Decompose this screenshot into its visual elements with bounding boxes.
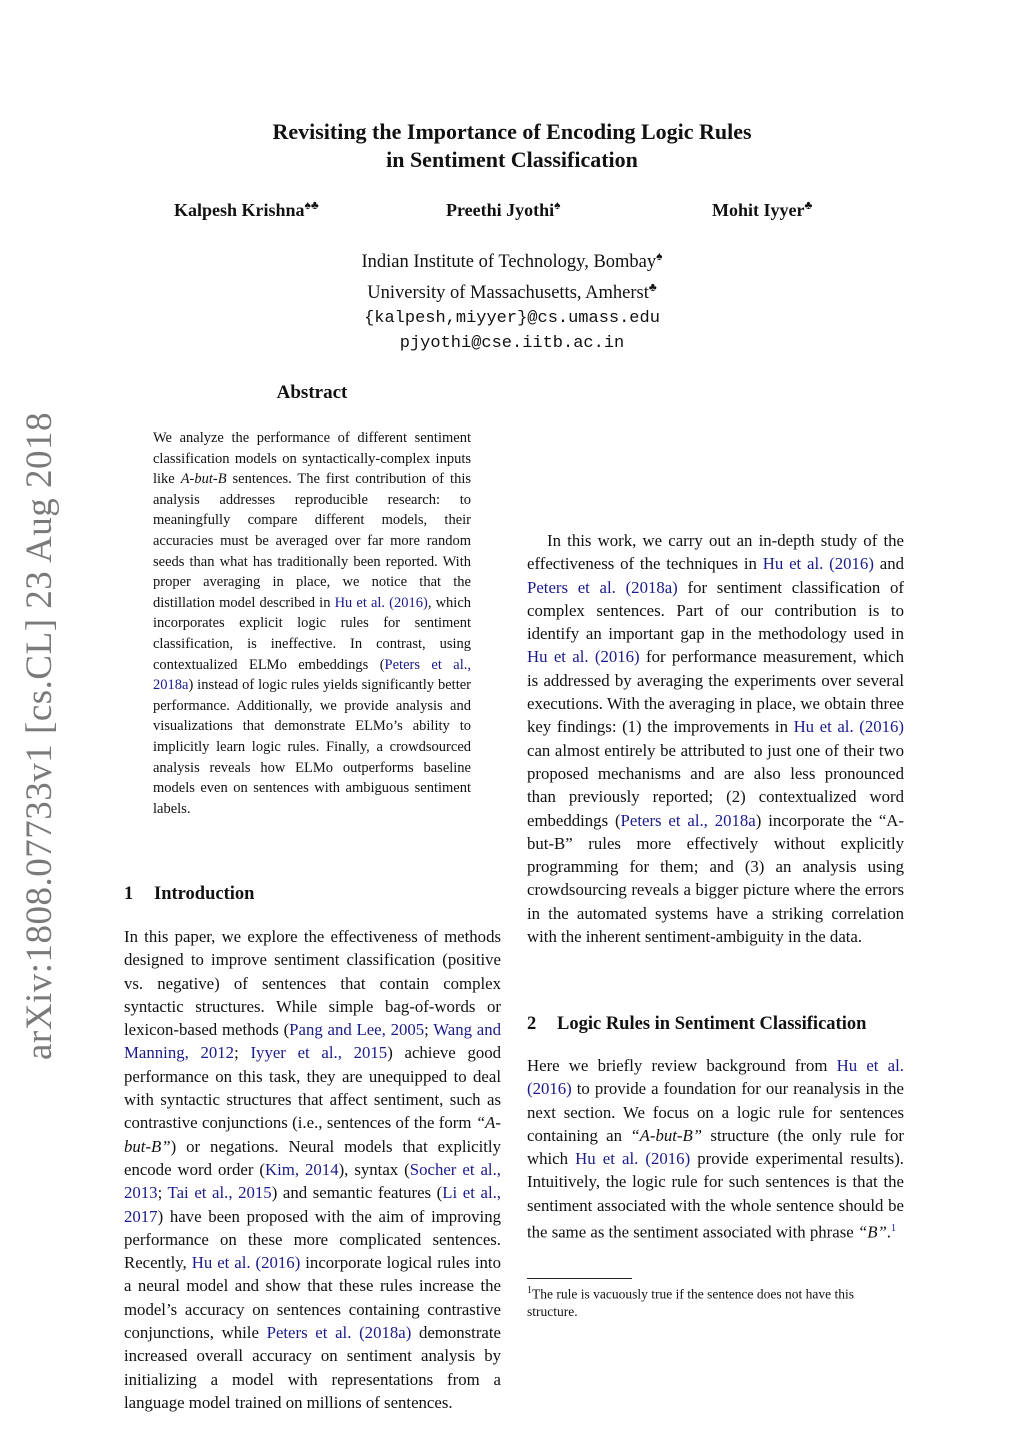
intro-paragraph-1: In this paper, we explore the effectiveness of methods designed to improve sentiment classification (positive vs. negative) of sentences that contain complex syntactic structures. While simple bag-of-words or lexicon-based methods (Pang and Lee, 2005; Wang and Manning, 2012; Iyyer et al., 2015) achieve good performance on this task, they are unequipped to deal with syntactic structures that affect sentiment, such as contrastive conjunctions (i.e., sentences of the form “A-but-B”) or negations. Neural models that explicitly encode word order (Kim, 2014), syntax (Socher et al., 2013; Tai et al., 2015) and semantic features (Li et al., 2017) have been proposed with the aim of improving performance on these more complicated sentences. Recently, Hu et al. (2016) incorporate logical rules into a neural model and show that these rules increase the model’s accuracy on sentences containing contrastive conjunctions, while Peters et al. (2018a) demonstrate increased overall accuracy on sentiment analysis by initializing a model with representations from a language model trained on millions of sentences.	[124, 927, 502, 1412]
paper-title	[0, 118, 1024, 174]
citation-link[interactable]: Tai et al., 2015	[167, 1183, 272, 1203]
affiliation-1: Indian Institute of Technology, Bombay♠	[361, 249, 663, 273]
left-column-intro	[124, 925, 502, 1412]
abstract-body: We analyze the performance of different sentiment classification models on syntactically-complex inputs like A-but-B sentences. The first contribution of this analysis addresses reproducible research: to meaningfully compare different models, their accuracies must be averaged over far more random seeds than what has traditionally been reported. With proper averaging in place, we notice that the distillation model described in Hu et al. (2016), which incorporates explicit logic rules for sentiment classification, is ineffective. In contrast, using contextualized ELMo embeddings (Peters et al., 2018a) instead of logic rules yields significantly better performance. Additionally, we provide analysis and visualizations that demonstrate ELMo’s ability to implicitly learn logic rules. Finally, a crowdsourced analysis reveals how ELMo outperforms baseline models even on sentences with ambiguous sentiment labels.	[153, 430, 472, 817]
citation-link[interactable]: Peters et al. (2018a)	[527, 577, 678, 597]
citation-link[interactable]: Peters et al. (2018a)	[266, 1323, 412, 1343]
citation-link[interactable]: Hu et al. (2016)	[191, 1253, 301, 1273]
title-line-2: in Sentiment Classification	[386, 147, 638, 172]
citation-link[interactable]: Socher et al., 2013	[124, 1159, 501, 1203]
citation-link[interactable]: Peters et al., 2018a	[153, 656, 471, 694]
citation-link[interactable]: Li et al., 2017	[124, 1183, 501, 1226]
author-1: Kalpesh Krishna♠♣	[174, 198, 319, 220]
author-2-affil-marks: ♠	[554, 198, 561, 212]
section-2-heading: 2 Logic Rules in Sentiment Classification	[527, 1014, 867, 1034]
citation-link[interactable]: Hu et al. (2016)	[575, 1149, 691, 1169]
author-2: Preethi Jyothi♠	[446, 198, 561, 220]
author-list	[0, 198, 1024, 224]
citation-link[interactable]: Hu et al. (2016)	[793, 717, 904, 737]
citation-link[interactable]: Hu et al. (2016)	[527, 1056, 904, 1099]
section-2-body	[527, 1054, 904, 1244]
abstract-heading: Abstract	[276, 382, 348, 403]
section-1-heading: 1 Introduction	[124, 884, 255, 904]
citation-link[interactable]: Pang and Lee, 2005	[289, 1020, 425, 1040]
email-iitb[interactable]: pjyothi@cse.iitb.ac.in	[399, 334, 625, 354]
footnote-1: $^1$The rule is vacuously true if the sentence does not have this structure.	[527, 1285, 855, 1319]
author-3: Mohit Iyyer♣	[712, 198, 813, 220]
footnote-divider	[527, 1278, 632, 1279]
email-umass[interactable]: {kalpesh,miyyer}@cs.umass.edu	[364, 309, 660, 329]
affiliations	[0, 244, 1024, 356]
citation-link[interactable]: Hu et al. (2016)	[762, 554, 874, 574]
title-line-1: Revisiting the Importance of Encoding Logic Rules	[272, 119, 752, 144]
right-column-intro	[527, 386, 904, 948]
citation-link[interactable]: Hu et al. (2016)	[334, 594, 428, 611]
citation-link[interactable]: Kim, 2014	[265, 1159, 339, 1179]
arxiv-identifier: arXiv:1808.07733v1 [cs.CL] 23 Aug 2018	[19, 412, 60, 1060]
intro-paragraph-2: In this work, we carry out an in-depth study of the effectiveness of the techniques in Hu et al. (2016) and Peters et al. (2018a) for sentiment classification of complex sentences. Part of our contribution is to identify an important gap in the methodology used in Hu et al. (2016) for performance measurement, which is addressed by averaging the experiments over several executions. With the averaging in place, we obtain three key findings: (1) the improvements in Hu et al. (2016) can almost entirely be attributed to just one of their two proposed mechanisms and are also less pronounced than previously reported; (2) contextualized word embeddings (Peters et al., 2018a) incorporate the “A-but-B” rules more effectively without explicitly programming for them; and (3) an analysis using crowdsourcing reveals a bigger picture where the errors in the automated systems have a striking correlation with the inherent sentiment-ambiguity in the data.	[527, 531, 904, 947]
author-1-affil-marks: ♠♣	[304, 198, 319, 212]
citation-link[interactable]: Wang and Manning, 2012	[124, 1020, 501, 1063]
footnote-marker-link[interactable]: 1	[891, 1223, 896, 1235]
citation-link[interactable]: Iyyer et al., 2015	[250, 1043, 388, 1063]
citation-link[interactable]: Hu et al. (2016)	[527, 647, 640, 667]
section-2-paragraph: Here we briefly review background from Hu et al. (2016) to provide a foundation for our reanalysis in the next section. We focus on a logic rule for sentences containing an “A-but-B” structure (the only rule for which Hu et al. (2016) provide experimental results). Intuitively, the logic rule for such sentences is that the sentiment associated with the whole sentence should be the same as the sentiment associated with phrase “B”.$^1$	[527, 1056, 904, 1242]
author-3-affil-marks: ♣	[804, 198, 813, 212]
citation-link[interactable]: Peters et al., 2018a	[620, 810, 756, 830]
affiliation-2: University of Massachusetts, Amherst♣	[367, 280, 657, 304]
